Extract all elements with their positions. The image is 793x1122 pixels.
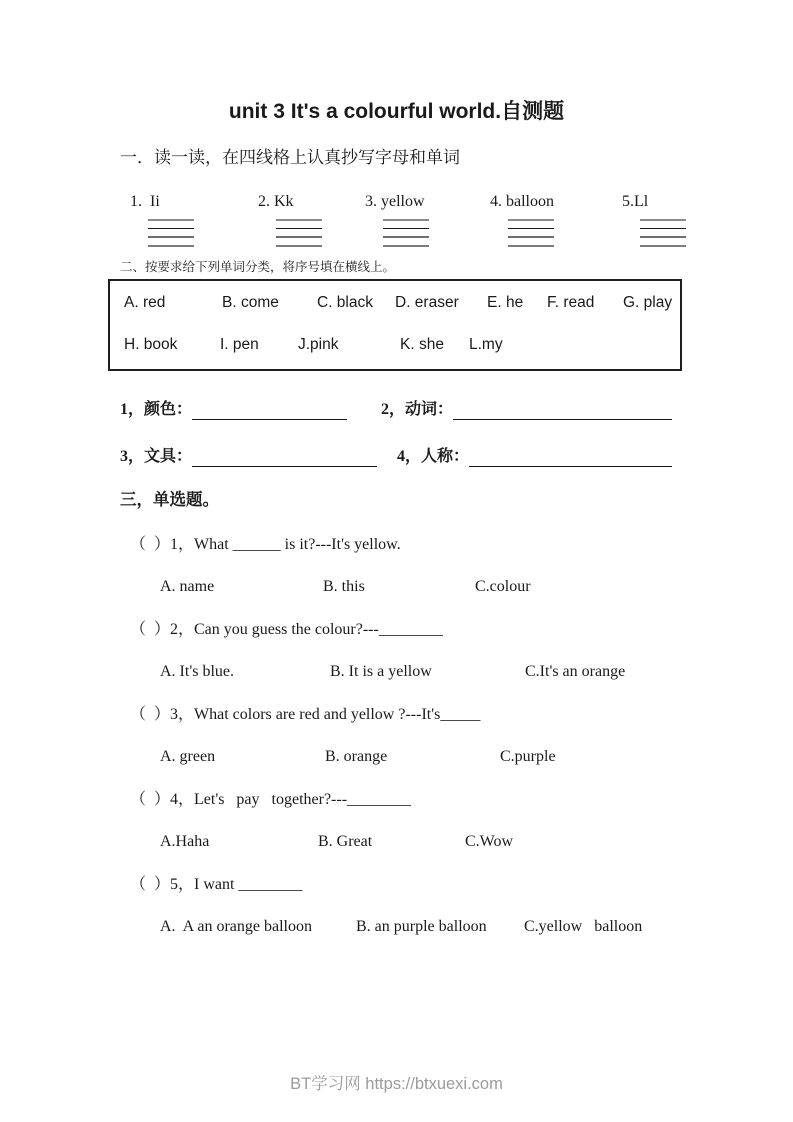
copy-practice-row: [130, 192, 793, 247]
option-b: B. an purple balloon: [356, 918, 487, 935]
grid-line: [383, 219, 429, 221]
grid-line: [383, 245, 429, 247]
grid-line: [148, 219, 194, 221]
answer-blank: [192, 447, 377, 467]
answer-blank: [453, 400, 672, 420]
option-a: A. name: [160, 578, 215, 595]
grid-line: [508, 228, 554, 229]
grid-line: [508, 245, 554, 247]
word-bank-row: [124, 293, 680, 313]
option-a: A. It's blue.: [160, 663, 234, 680]
option-c: C.It's an orange: [525, 663, 626, 680]
four-line-grid: [276, 219, 322, 247]
copy-item: [490, 192, 622, 247]
question-3: （ ）3，What colors are red and yellow ?---It's_____: [130, 706, 481, 723]
question-2-options: [160, 661, 793, 682]
section3-heading: 三，单选题。: [120, 490, 219, 509]
copy-item: [365, 192, 490, 247]
section2-heading: 二、按要求给下列单词分类，将序号填在横线上。: [120, 260, 396, 274]
grid-line: [276, 219, 322, 221]
four-line-grid: [148, 219, 194, 247]
question-4: （ ）4，Let's pay together?---________: [130, 791, 412, 808]
option-c: C.yellow balloon: [524, 918, 643, 935]
site-watermark: BT学习网 https://btxuexi.com: [290, 1075, 503, 1093]
copy-item-label: 2. Kk: [258, 193, 294, 210]
copy-item-label: 1. Ii: [130, 193, 160, 210]
word-item: A. red: [124, 294, 166, 311]
question-3-options: [160, 746, 793, 767]
option-b: B. It is a yellow: [330, 663, 432, 680]
four-line-grid: [383, 219, 429, 247]
grid-line: [640, 228, 686, 229]
grid-line: [148, 228, 194, 229]
word-item: C. black: [317, 294, 373, 311]
category-fill-line: [120, 446, 672, 467]
question-1-options: [160, 576, 793, 597]
question-4-options: [160, 831, 793, 852]
question-1: （ ）1，What ______ is it?---It's yellow.: [130, 536, 401, 553]
section1-heading: 一．读一读，在四线格上认真抄写字母和单词: [120, 148, 460, 167]
category-label-colors: 1，颜色：: [120, 401, 193, 418]
copy-item-label: 3. yellow: [365, 193, 425, 210]
word-item: I. pen: [220, 336, 259, 353]
option-b: B. orange: [325, 748, 388, 765]
answer-blank: [192, 400, 347, 420]
grid-line: [276, 245, 322, 247]
grid-line: [383, 236, 429, 238]
copy-item: [130, 192, 258, 247]
word-item: E. he: [487, 294, 524, 311]
word-item: G. play: [623, 294, 673, 311]
word-item: K. she: [400, 336, 444, 353]
option-a: A.Haha: [160, 833, 210, 850]
word-item: H. book: [124, 336, 178, 353]
word-bank-box: [108, 279, 682, 371]
four-line-grid: [640, 219, 686, 247]
grid-line: [640, 236, 686, 238]
word-bank-row: [124, 335, 680, 355]
category-label-stationery: 3，文具：: [120, 448, 193, 465]
grid-line: [640, 245, 686, 247]
option-c: C.Wow: [465, 833, 514, 850]
copy-item: [258, 192, 365, 247]
category-fill-line: [120, 399, 672, 420]
option-a: A. green: [160, 748, 216, 765]
option-b: B. Great: [318, 833, 373, 850]
page-title: unit 3 It's a colourful world.自测题: [228, 100, 565, 123]
grid-line: [148, 245, 194, 247]
word-item: L.my: [469, 336, 503, 353]
grid-line: [640, 219, 686, 221]
word-item: D. eraser: [395, 294, 459, 311]
grid-line: [276, 236, 322, 238]
question-5: （ ）5，I want ________: [130, 876, 303, 893]
word-item: F. read: [547, 294, 595, 311]
grid-line: [383, 228, 429, 229]
option-c: C.colour: [475, 578, 531, 595]
question-2: （ ）2，Can you guess the colour?---________: [130, 621, 443, 638]
copy-item-label: 4. balloon: [490, 193, 554, 210]
category-label-pronouns: 4，人称：: [397, 448, 470, 465]
category-label-verbs: 2，动词：: [381, 401, 454, 418]
option-a: A. A an orange balloon: [160, 918, 312, 935]
grid-line: [148, 236, 194, 238]
grid-line: [508, 219, 554, 221]
question-5-options: [160, 916, 793, 937]
option-b: B. this: [323, 578, 365, 595]
option-c: C.purple: [500, 748, 556, 765]
copy-item-label: 5.Ll: [622, 193, 649, 210]
word-item: B. come: [222, 294, 279, 311]
copy-item: [622, 192, 686, 247]
grid-line: [276, 228, 322, 229]
grid-line: [508, 236, 554, 238]
word-item: J.pink: [298, 336, 339, 353]
answer-blank: [469, 447, 672, 467]
four-line-grid: [508, 219, 554, 247]
